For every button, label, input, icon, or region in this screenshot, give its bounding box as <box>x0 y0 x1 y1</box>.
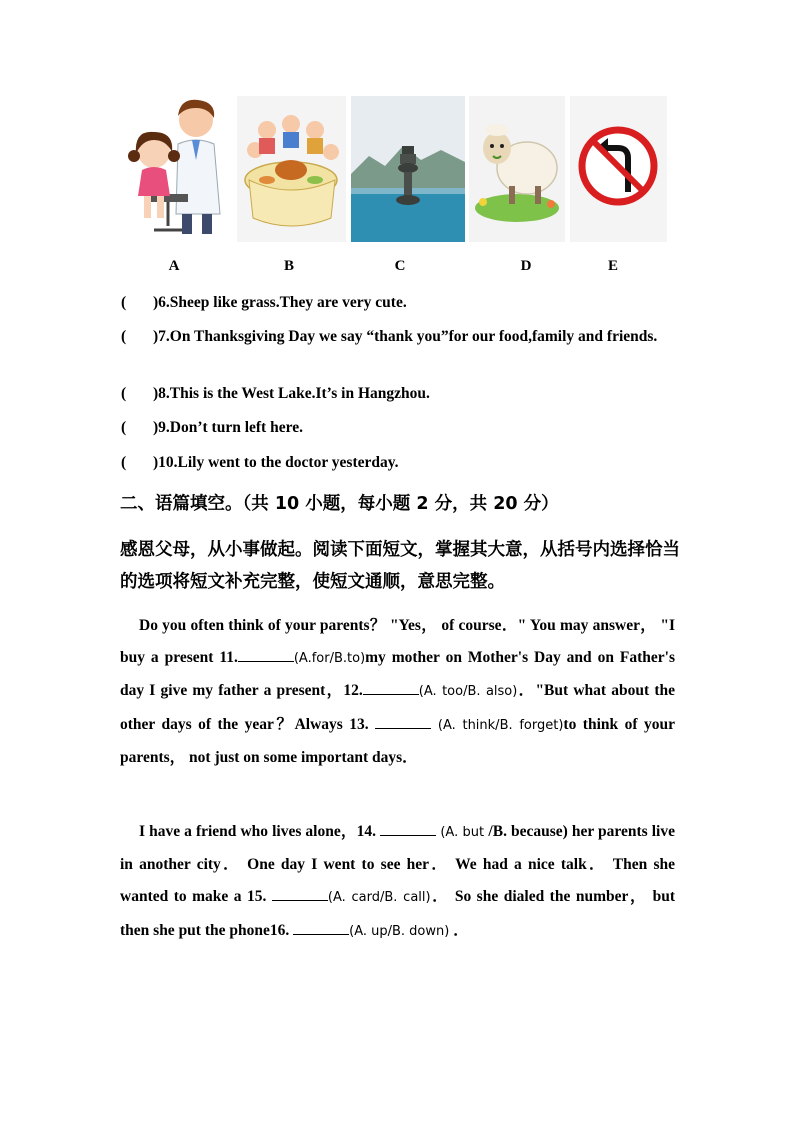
passage-text: ． So she dialed the number， but then she put the phone16. <box>120 888 675 939</box>
picture-row <box>120 96 680 242</box>
option-13: (A. think/B. forget) <box>431 717 564 733</box>
question-text: )7.On Thanksgiving Day we say “thank you”for our food,family and friends. <box>153 328 658 345</box>
picture-labels <box>0 258 794 278</box>
label-e: E <box>607 258 619 274</box>
answer-paren[interactable]: ( <box>121 294 127 311</box>
passage-paragraph-1 <box>120 610 675 774</box>
question-text: )10.Lily went to the doctor yesterday. <box>153 454 399 471</box>
question-text: )8.This is the West Lake.It’s in Hangzhou. <box>153 385 430 402</box>
sheep-picture <box>469 96 565 242</box>
passage-text: ． <box>449 921 469 939</box>
option-14: (A. but <box>436 825 489 840</box>
question-8 <box>121 383 681 405</box>
question-10 <box>121 452 681 474</box>
question-9 <box>121 417 681 439</box>
question-7 <box>121 326 681 348</box>
option-12: (A. too/B. also) <box>418 684 518 700</box>
passage-text: ．"But what about the other days of the year？Always 13. <box>120 682 676 733</box>
label-a: A <box>168 258 180 274</box>
blank-11[interactable] <box>238 647 294 662</box>
passage-text: to think of your parents， not just on some important days． <box>120 715 675 766</box>
passage-text: /B. because) her parents live in another city． One day I went to see her． We had a nice talk． Then she wanted to make a 15. <box>120 823 675 906</box>
passage-text: I have a friend who lives alone，14. <box>139 823 381 840</box>
thanksgiving-dinner-picture <box>237 96 346 242</box>
option-16: (A. up/B. down) <box>349 923 450 939</box>
passage-text: my mother on Mother's Day and on Father's day I give my father a present，12. <box>120 649 675 700</box>
label-b: B <box>283 258 295 274</box>
option-15: (A. card/B. call) <box>327 890 431 906</box>
answer-paren[interactable]: ( <box>121 454 127 471</box>
blank-13[interactable] <box>375 714 431 729</box>
answer-paren[interactable]: ( <box>121 328 127 345</box>
question-6 <box>121 292 681 314</box>
section-instruction: 感恩父母，从小事做起。阅读下面短文，掌握其大意，从括号内选择恰当的选项将短文补充完整，使短文通顺，意思完整。 <box>120 540 680 592</box>
no-left-turn-sign-picture <box>570 96 667 242</box>
question-text: )9.Don’t turn left here. <box>153 419 303 436</box>
passage-paragraph-2 <box>120 816 675 948</box>
passage-text: Do you often think of your parents？ "Yes， of course．" You may answer， "I buy a present 11. <box>120 617 675 667</box>
label-c: C <box>394 258 406 274</box>
question-text: )6.Sheep like grass.They are very cute. <box>153 294 407 311</box>
answer-paren[interactable]: ( <box>121 385 127 402</box>
label-d: D <box>520 258 532 274</box>
answer-paren[interactable]: ( <box>121 419 127 436</box>
option-11: (A.for/B.to) <box>293 651 366 667</box>
blank-14[interactable] <box>380 821 436 836</box>
doctor-visit-picture <box>120 96 232 242</box>
blank-15[interactable] <box>272 886 328 901</box>
blank-16[interactable] <box>293 920 349 935</box>
west-lake-picture <box>351 96 465 242</box>
blank-12[interactable] <box>363 680 419 695</box>
section-heading: 二、语篇填空。（共 10 小题，每小题 2 分，共 20 分） <box>120 494 559 514</box>
